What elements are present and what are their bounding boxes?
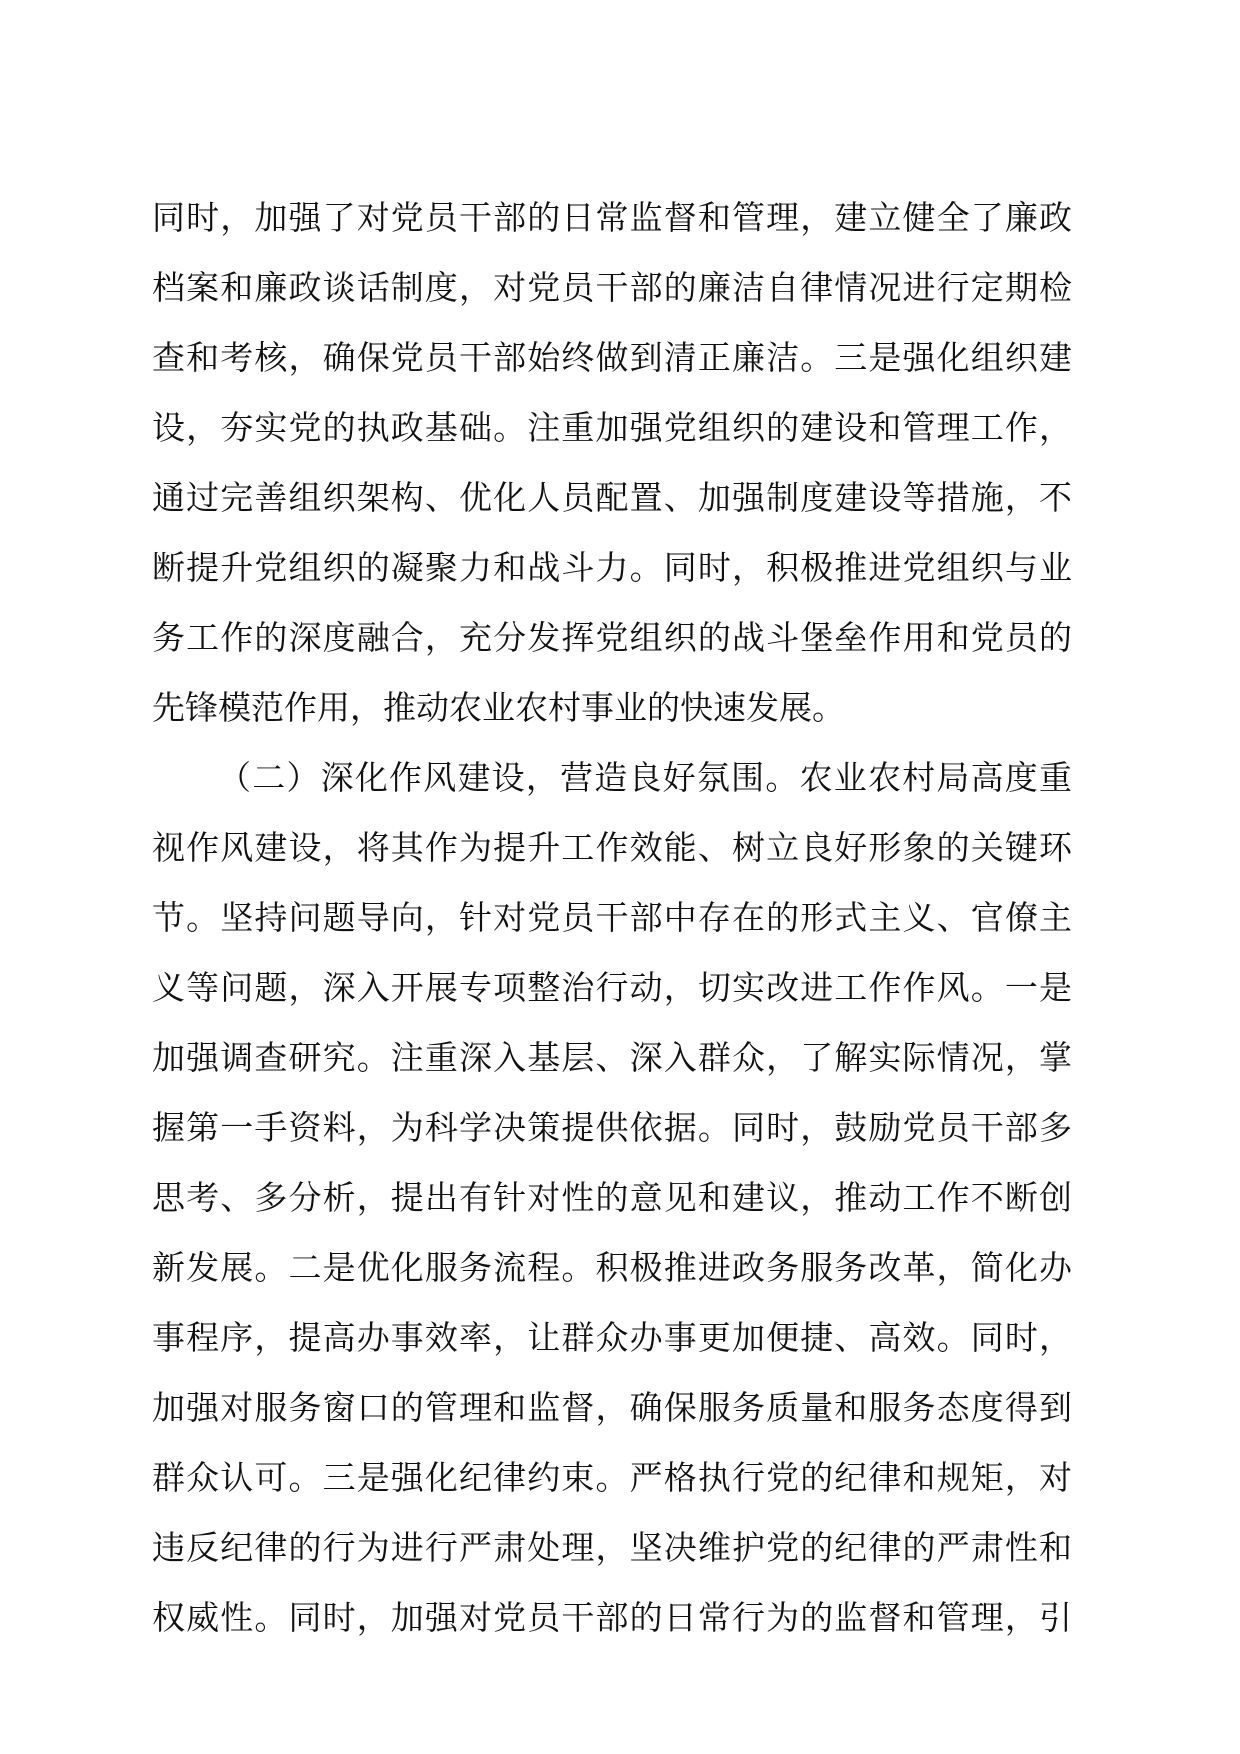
body-text: [152, 183, 1072, 1653]
text-line: 加强对服务窗口的管理和监督，确保服务质量和服务态度得到: [152, 1388, 1072, 1427]
text-line: 新发展。二是优化服务流程。积极推进政务服务改革，简化办: [152, 1248, 1072, 1287]
text-line: 通过完善组织架构、优化人员配置、加强制度建设等措施，不: [152, 478, 1072, 517]
text-line: 加强调查研究。注重深入基层、深入群众，了解实际情况，掌: [152, 1038, 1072, 1077]
text-line: 断提升党组织的凝聚力和战斗力。同时，积极推进党组织与业: [152, 548, 1072, 587]
text-line: 权威性。同时，加强对党员干部的日常行为的监督和管理，引: [152, 1598, 1072, 1637]
text-line: 查和考核，确保党员干部始终做到清正廉洁。三是强化组织建: [152, 338, 1072, 377]
text-line: 义等问题，深入开展专项整治行动，切实改进工作作风。一是: [152, 968, 1072, 1007]
text-line: 视作风建设，将其作为提升工作效能、树立良好形象的关键环: [152, 828, 1072, 867]
text-line: 务工作的深度融合，充分发挥党组织的战斗堡垒作用和党员的: [152, 618, 1072, 657]
text-line: 违反纪律的行为进行严肃处理，坚决维护党的纪律的严肃性和: [152, 1528, 1072, 1567]
text-line: 事程序，提高办事效率，让群众办事更加便捷、高效。同时，: [152, 1318, 1072, 1357]
section-heading-line: （二）深化作风建设，营造良好氛围。农业农村局高度重: [218, 758, 1072, 797]
text-line: 先锋模范作用，推动农业农村事业的快速发展。: [152, 688, 845, 727]
text-line: 设，夯实党的执政基础。注重加强党组织的建设和管理工作，: [152, 408, 1072, 447]
text-line: 群众认可。三是强化纪律约束。严格执行党的纪律和规矩，对: [152, 1458, 1072, 1497]
text-line: 握第一手资料，为科学决策提供依据。同时，鼓励党员干部多: [152, 1108, 1072, 1147]
text-line: 同时，加强了对党员干部的日常监督和管理，建立健全了廉政: [152, 198, 1072, 237]
text-line: 思考、多分析，提出有针对性的意见和建议，推动工作不断创: [152, 1178, 1072, 1217]
text-line: 节。坚持问题导向，针对党员干部中存在的形式主义、官僚主: [152, 898, 1072, 937]
text-line: 档案和廉政谈话制度，对党员干部的廉洁自律情况进行定期检: [152, 268, 1072, 307]
